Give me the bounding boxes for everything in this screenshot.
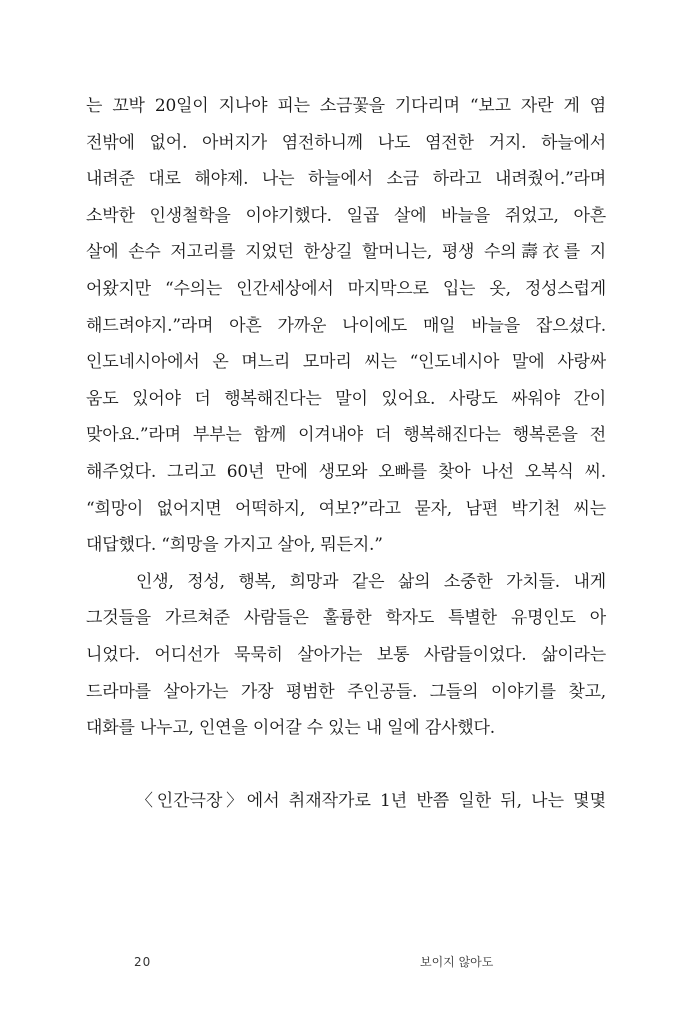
text-line: 전밖에 없어. 아버지가 염전하니께 나도 염전한 거지. 하늘에서 — [86, 132, 606, 153]
text-line: 해드려야지.”라며 아흔 가까운 나이에도 매일 바늘을 잡으셨다. — [86, 315, 606, 336]
paragraph-1 — [86, 88, 606, 564]
text-line: 내려준 대로 해야제. 나는 하늘에서 소금 하라고 내려줬어.”라며 — [86, 169, 606, 190]
page-footer — [0, 950, 691, 974]
body-text — [86, 88, 606, 819]
page-number: 20 — [134, 955, 152, 969]
text-line: 대답했다. “희망을 가지고 살아, 뭐든지.” — [86, 535, 383, 556]
text-line: 맞아요.”라며 부부는 함께 이겨내야 더 행복해진다는 행복론을 전 — [86, 425, 606, 446]
paragraph-2 — [86, 564, 606, 747]
section-gap — [86, 747, 606, 783]
text-line: 살에 손수 저고리를 지었던 한상길 할머니는, 평생 수의壽衣를 지 — [86, 242, 606, 263]
text-line: 어왔지만 “수의는 인간세상에서 마지막으로 입는 옷, 정성스럽게 — [86, 278, 606, 299]
text-line: 인도네시아에서 온 며느리 모마리 씨는 “인도네시아 말에 사랑싸 — [86, 352, 606, 373]
paragraph-3 — [86, 783, 606, 820]
text-line: 니었다. 어디선가 묵묵히 살아가는 보통 사람들이었다. 삶이라는 — [86, 644, 606, 665]
text-line: 인생, 정성, 행복, 희망과 같은 삶의 소중한 가치들. 내게 — [136, 571, 606, 592]
text-line: 소박한 인생철학을 이야기했다. 일곱 살에 바늘을 쥐었고, 아흔 — [86, 205, 606, 226]
text-line: 그것들을 가르쳐준 사람들은 훌륭한 학자도 특별한 유명인도 아 — [86, 608, 606, 629]
text-line: “희망이 없어지면 어떡하지, 여보?”라고 묻자, 남편 박기천 씨는 — [86, 498, 606, 519]
text-line: 해주었다. 그리고 60년 만에 생모와 오빠를 찾아 나선 오복식 씨. — [86, 461, 606, 482]
text-line: 대화를 나누고, 인연을 이어갈 수 있는 내 일에 감사했다. — [86, 718, 495, 739]
text-line: 움도 있어야 더 행복해진다는 말이 있어요. 사랑도 싸워야 간이 — [86, 388, 606, 409]
running-title: 보이지 않아도 — [420, 955, 494, 969]
text-line: 드라마를 살아가는 가장 평범한 주인공들. 그들의 이야기를 찾고, — [86, 681, 606, 702]
text-line: 〈인간극장〉에서 취재작가로 1년 반쯤 일한 뒤, 나는 몇몇 — [136, 790, 606, 811]
text-line: 는 꼬박 20일이 지나야 피는 소금꽃을 기다리며 “보고 자란 게 염 — [86, 96, 606, 116]
